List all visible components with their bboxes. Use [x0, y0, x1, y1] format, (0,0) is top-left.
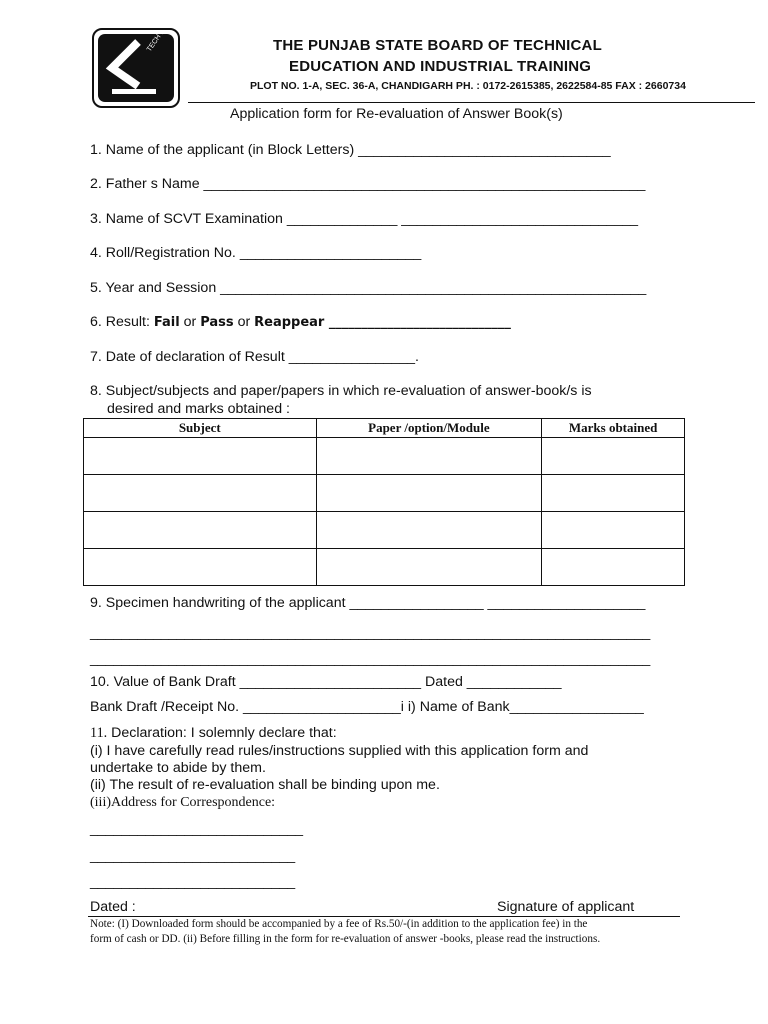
result-or-2: or [233, 314, 255, 330]
logo-text: TECH ED [145, 34, 170, 54]
result-prefix: 6. Result: [90, 314, 154, 330]
table-row [84, 475, 685, 512]
logo-arrow-icon [98, 34, 174, 102]
subject-cell[interactable] [84, 549, 317, 586]
header-subject: Subject [84, 419, 317, 438]
field-applicant-name[interactable]: 1. Name of the applicant (in Block Letters) ________________________________ [90, 142, 611, 158]
result-blank: ____________________________ [324, 315, 511, 330]
marks-table [83, 418, 685, 586]
field-handwriting[interactable]: 9. Specimen handwriting of the applicant _________________ ____________________ [90, 595, 646, 611]
table-row [84, 512, 685, 549]
board-logo [92, 28, 180, 108]
subject-cell[interactable] [84, 475, 317, 512]
org-name-line2: EDUCATION AND INDUSTRIAL TRAINING [289, 58, 592, 75]
table-row [84, 438, 685, 475]
marks-cell[interactable] [542, 475, 685, 512]
subjects-instruction-line1: 8. Subject/subjects and paper/papers in which re-evaluation of answer-book/s is [90, 383, 592, 399]
field-exam-name[interactable]: 3. Name of SCVT Examination ______________ ______________________________ [90, 211, 638, 227]
field-year-session[interactable]: 5. Year and Session ______________________________________________________ [90, 280, 647, 296]
declaration-item-1-line2: undertake to abide by them. [90, 760, 266, 776]
form-title: Application form for Re-evaluation of Answer Book(s) [230, 106, 563, 122]
paper-cell[interactable] [316, 438, 542, 475]
declaration-item-1-line1: (i) I have carefully read rules/instructions supplied with this application form and [90, 743, 589, 759]
signature-label: Signature of applicant [497, 899, 635, 915]
header-paper: Paper /option/Module [316, 419, 542, 438]
handwriting-line-2[interactable]: _______________________________________________________________________ [90, 625, 651, 641]
marks-cell[interactable] [542, 549, 685, 586]
org-address: PLOT NO. 1-A, SEC. 36-A, CHANDIGARH PH. : 0172-2615385, 2622584-85 FAX : 2660734 [250, 80, 686, 92]
field-declaration-date[interactable]: 7. Date of declaration of Result ________________. [90, 349, 419, 365]
address-line-1[interactable]: ___________________________ [90, 821, 304, 837]
footer-divider [88, 916, 680, 917]
declaration-heading-text: Declaration: I solemnly declare that: [107, 725, 337, 741]
result-reappear: Reappear [254, 315, 325, 330]
result-or-1: or [179, 314, 201, 330]
paper-cell[interactable] [316, 512, 542, 549]
address-line-2[interactable]: __________________________ [90, 848, 296, 864]
declaration-number: 11. [90, 725, 108, 741]
marks-cell[interactable] [542, 438, 685, 475]
field-result[interactable] [90, 314, 511, 330]
field-father-name[interactable]: 2. Father s Name ________________________________________________________ [90, 176, 646, 192]
table-row [84, 549, 685, 586]
dated-label: Dated : [90, 899, 136, 915]
result-pass: Pass [200, 315, 234, 330]
declaration-item-2: (ii) The result of re-evaluation shall be binding upon me. [90, 777, 440, 793]
handwriting-line-3[interactable]: _______________________________________________________________________ [90, 651, 651, 667]
header-divider [188, 102, 755, 103]
paper-cell[interactable] [316, 475, 542, 512]
subject-cell[interactable] [84, 438, 317, 475]
declaration-heading [90, 725, 337, 742]
paper-cell[interactable] [316, 549, 542, 586]
result-fail: Fail [153, 315, 180, 330]
note-line-1: Note: (I) Downloaded form should be accompanied by a fee of Rs.50/-(in addition to the application fee) in the [90, 918, 588, 930]
marks-table-header [84, 419, 685, 438]
header-marks: Marks obtained [542, 419, 685, 438]
note-line-2: form of cash or DD. (ii) Before filling in the form for re-evaluation of answer -books, please read the instructions. [90, 933, 601, 945]
field-receipt-bank[interactable]: Bank Draft /Receipt No. ____________________i i) Name of Bank_________________ [90, 699, 644, 715]
declaration-item-3: (iii)Address for Correspondence: [90, 795, 276, 810]
marks-cell[interactable] [542, 512, 685, 549]
subjects-instruction-line2: desired and marks obtained : [107, 401, 290, 417]
org-name-line1: THE PUNJAB STATE BOARD OF TECHNICAL [273, 37, 602, 54]
field-roll-number[interactable]: 4. Roll/Registration No. _______________________ [90, 245, 422, 261]
field-bank-draft[interactable]: 10. Value of Bank Draft _______________________ Dated ____________ [90, 674, 562, 690]
subject-cell[interactable] [84, 512, 317, 549]
address-line-3[interactable]: __________________________ [90, 874, 296, 890]
